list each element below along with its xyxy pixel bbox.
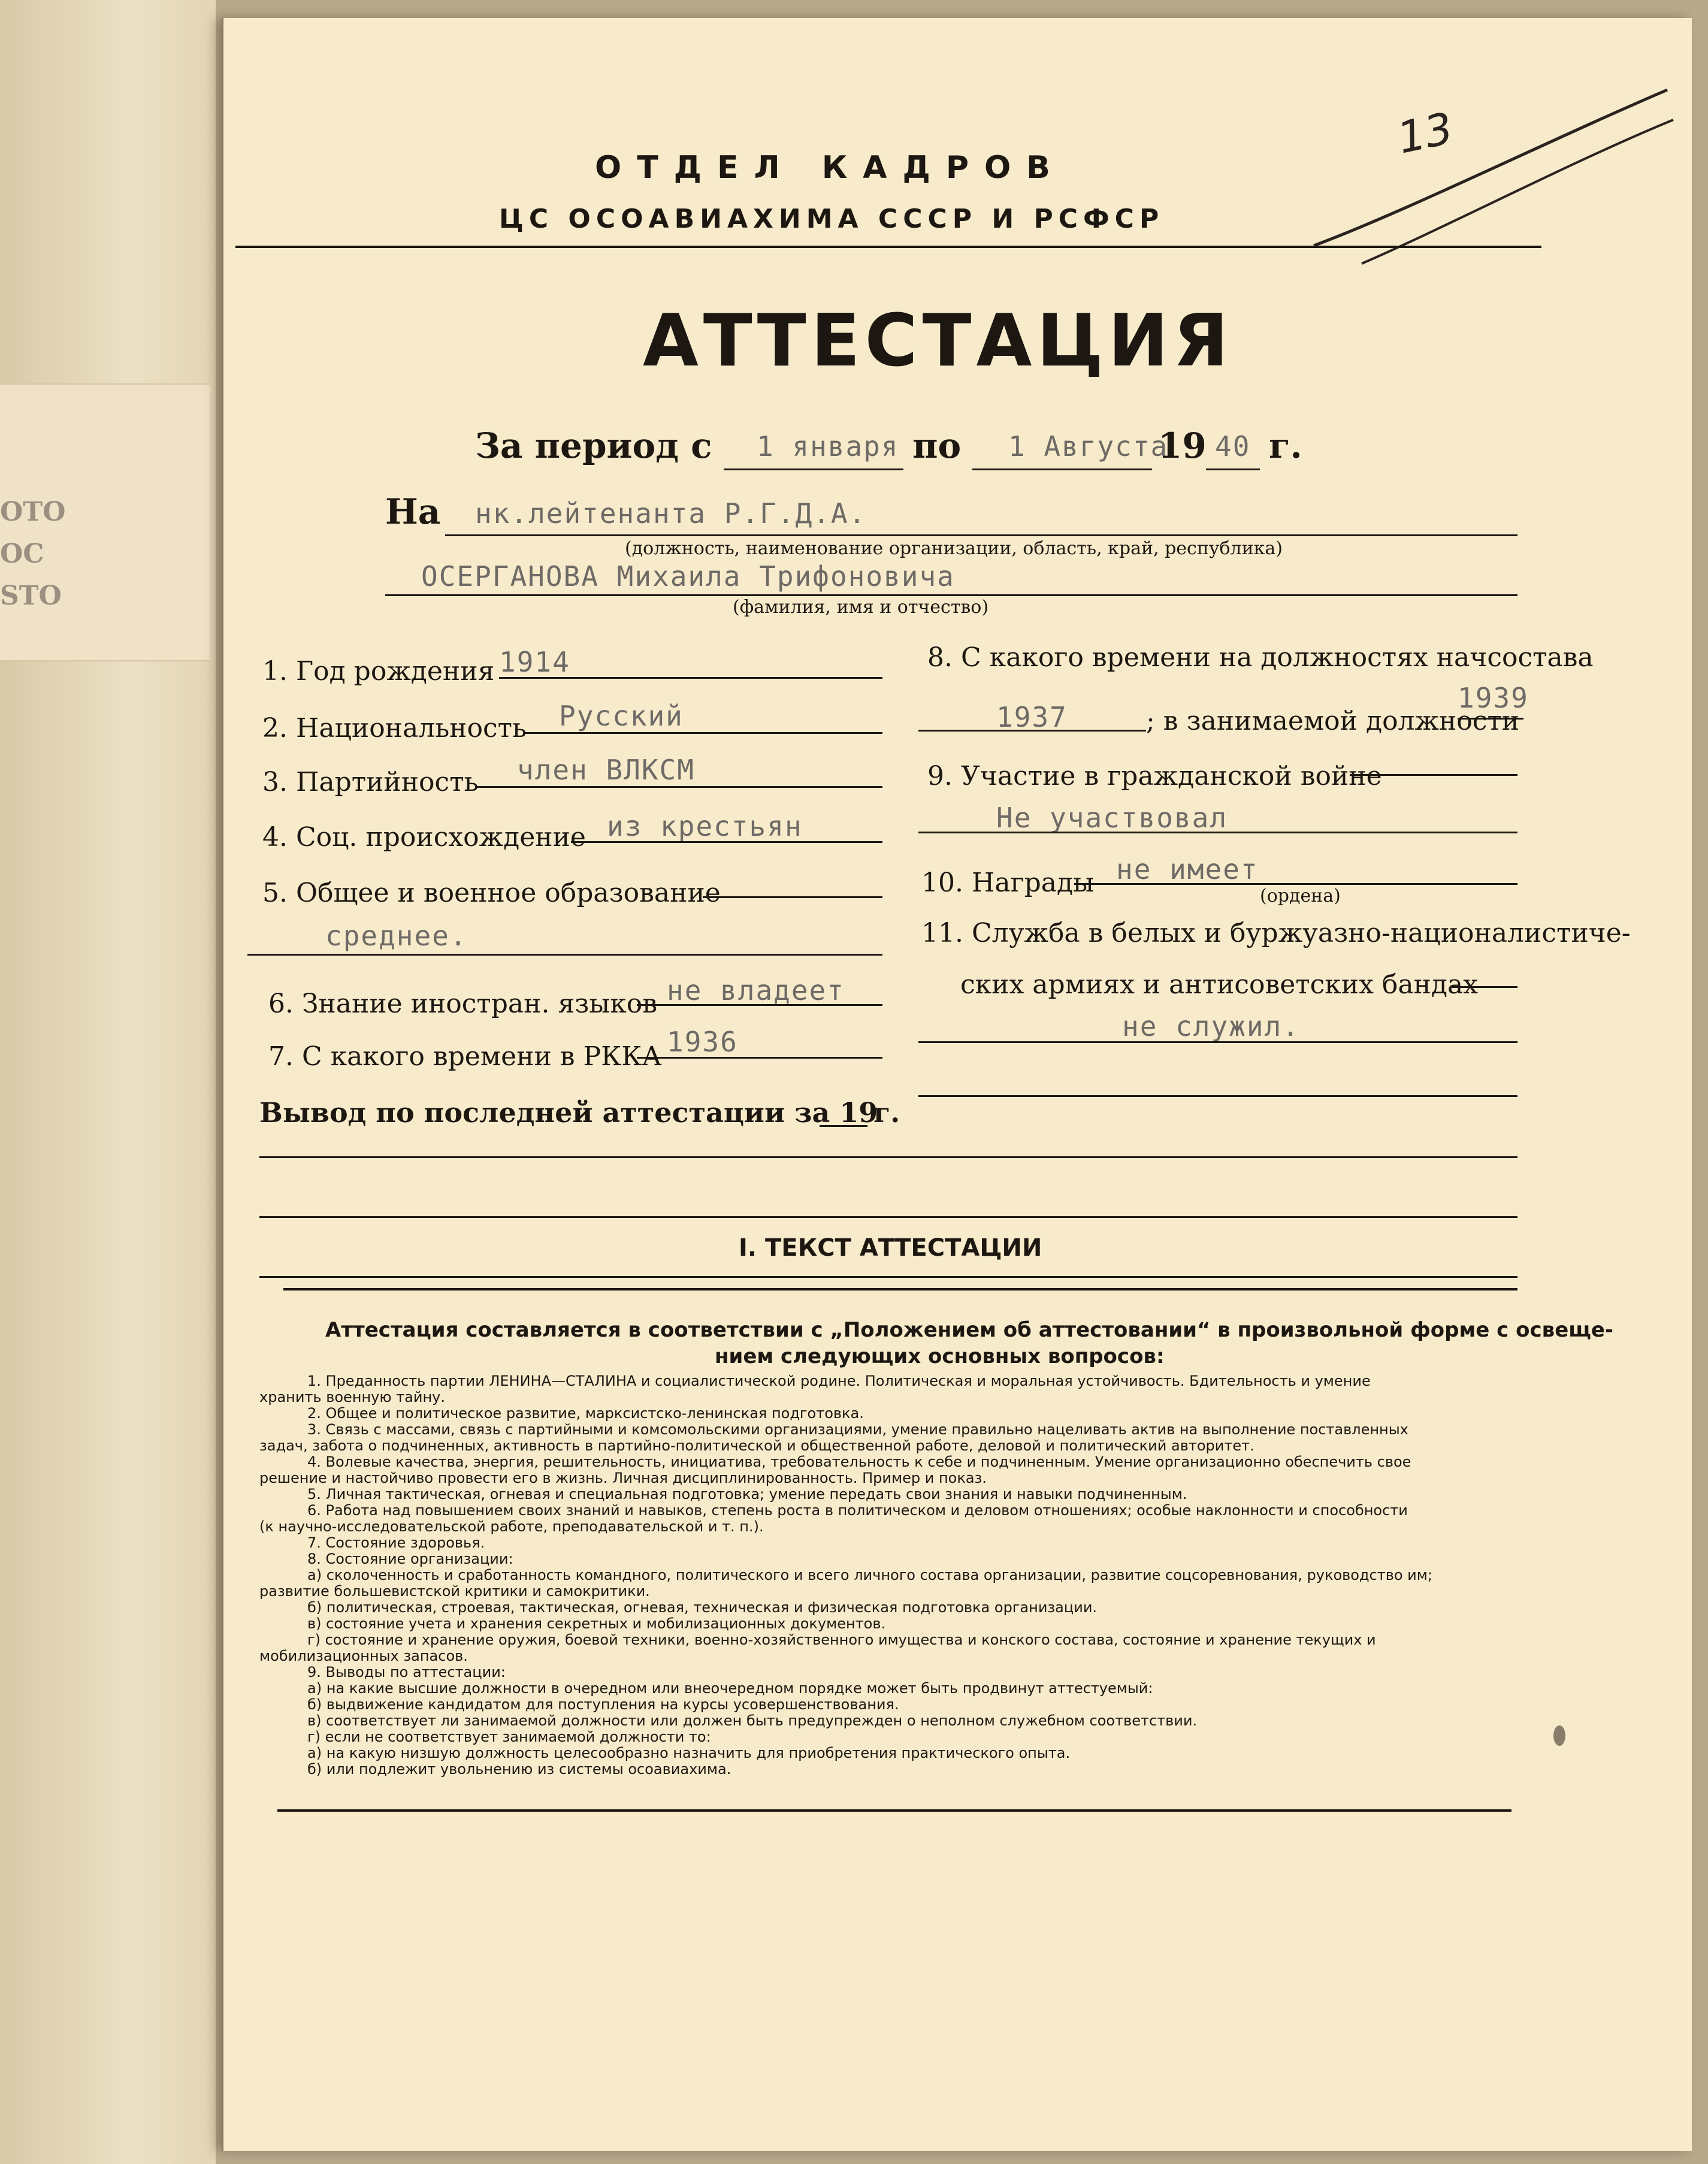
field-awards-value: не имеет — [1116, 853, 1259, 885]
instruction-item: 4. Волевые качества, энергия, решительность, инициатива, требовательность к себе и подчиненным. Умение организационно обеспечить свое — [307, 1453, 1411, 1470]
field-civil-war-line — [1350, 774, 1517, 776]
subject-position-caption: (должность, наименование организации, область, край, республика) — [625, 538, 1283, 559]
instruction-item: 1. Преданность партии ЛЕНИНА—СТАЛИНА и социалистической родине. Политическая и моральная устойчивость. Бдительность и умение — [307, 1373, 1371, 1389]
instructions-intro-line1: Аттестация составляется в соответствии с „Положением об аттестовании“ в произвольной форме с освеще- — [325, 1318, 1614, 1342]
field-party-line — [475, 786, 882, 788]
period-from-label: За период с — [475, 425, 712, 466]
field-education-line — [703, 896, 882, 898]
document-title: АТТЕСТАЦИЯ — [643, 300, 1234, 383]
field-nationality-label: 2. Национальность — [262, 713, 527, 744]
field-languages-value: не владеет — [667, 974, 845, 1007]
left-page-stamp — [0, 491, 66, 617]
field-awards-caption: (ордена) — [1260, 885, 1341, 906]
instruction-item: в) соответствует ли занимаемой должности или должен быть предупрежден о неполном служебном соответствии. — [307, 1712, 1198, 1729]
field-birth-year-label: 1. Год рождения — [262, 656, 495, 687]
instruction-item: мобилизационных запасов. — [259, 1648, 468, 1664]
field-command-since-label: 8. С какого времени на должностях начсостава — [927, 642, 1594, 673]
pen-strokes-icon — [1290, 66, 1685, 282]
field-social-origin-line — [571, 841, 882, 843]
conclusion-year-line — [820, 1125, 867, 1127]
instruction-item: а) на какую низшую должность целесообразно назначить для приобретения практического опыта. — [307, 1745, 1071, 1761]
instruction-item: решение и настойчиво провести его в жизнь. Личная дисциплинированность. Пример и показ. — [259, 1470, 987, 1486]
instruction-item: а) сколоченность и сработанность командного, политического и всего личного состава организации, развитие соцсоревнования, руководство им; — [307, 1567, 1432, 1583]
period-year-line — [1206, 469, 1260, 470]
period-year-value: 40 — [1215, 430, 1251, 463]
period-from-value: 1 января — [757, 430, 899, 463]
field-command-since-value: 1937 — [996, 701, 1068, 733]
field-rkka-value: 1936 — [667, 1026, 738, 1058]
department-header: ОТДЕЛ КАДРОВ — [595, 150, 1066, 186]
field-languages-line — [637, 1004, 882, 1006]
field-education-value: среднее. — [325, 920, 468, 952]
folio-number: 13 — [1393, 102, 1458, 164]
field-awards-line — [1074, 883, 1517, 885]
paper-mark — [1553, 1725, 1565, 1746]
period-year-prefix: 19 — [1158, 425, 1207, 466]
conclusion-year-suffix: г. — [873, 1096, 900, 1129]
field-nationality-line — [523, 732, 882, 734]
field-white-army-line — [1452, 986, 1517, 988]
instruction-item: 6. Работа над повышением своих знаний и навыков, степень роста в политическом и деловом отношениях; особые наклонности и способности — [307, 1502, 1408, 1519]
attestation-page — [222, 18, 1692, 2151]
field-white-army-line-2 — [918, 1041, 1517, 1043]
field-languages-label: 6. Знание иностран. языков — [268, 989, 657, 1019]
period-from-line — [724, 469, 903, 470]
instruction-item: а) на какие высшие должности в очередном или внеочередном порядке может быть продвинут аттестуемый: — [307, 1680, 1153, 1697]
instruction-item: 8. Состояние организации: — [307, 1551, 513, 1567]
instruction-item: б) политическая, строевая, тактическая, огневая, техническая и физическая подготовка организации. — [307, 1599, 1098, 1616]
field-command-since-line — [918, 730, 1146, 732]
field-social-origin-value: из крестьян — [607, 810, 803, 842]
conclusion-line-3 — [259, 1216, 1517, 1218]
subject-position-line — [445, 534, 1517, 536]
conclusion-line-1 — [918, 1095, 1517, 1097]
instruction-item: б) или подлежит увольнению из системы осоавиахима. — [307, 1761, 731, 1778]
instruction-item: 7. Состояние здоровья. — [307, 1534, 485, 1551]
field-white-army-label-2: ских армиях и антисоветских бандах — [960, 969, 1479, 1000]
field-nationality-value: Русский — [559, 700, 684, 732]
field-birth-year-value: 1914 — [499, 646, 570, 678]
field-rkka-label: 7. С какого времени в РККА — [268, 1041, 662, 1072]
instruction-item: хранить военную тайну. — [259, 1389, 446, 1406]
instruction-item: задач, забота о подчиненных, активность в партийно-политической и общественной работе, деловой и политический авторитет. — [259, 1437, 1254, 1454]
subject-name-line — [385, 594, 1517, 596]
period-to-label: по — [912, 425, 962, 466]
field-civil-war-label: 9. Участие в гражданской войне — [927, 761, 1382, 791]
period-to-value: 1 Августа — [1008, 430, 1169, 463]
conclusion-label: Вывод по последней аттестации за 19 — [259, 1096, 878, 1129]
field-civil-war-value: Не участвовал — [996, 802, 1228, 834]
field-current-position-value: 1939 — [1458, 682, 1529, 714]
field-rkka-line — [637, 1057, 882, 1059]
instructions-bottom-rule — [277, 1809, 1511, 1812]
conclusion-line-2 — [259, 1156, 1517, 1158]
field-white-army-label-1: 11. Служба в белых и буржуазно-националистиче- — [921, 918, 1631, 948]
subject-name-value: ОСЕРГАНОВА Михаила Трифоновича — [421, 560, 955, 593]
instruction-item: 9. Выводы по аттестации: — [307, 1664, 506, 1681]
instructions-intro-line2: нием следующих основных вопросов: — [715, 1344, 1165, 1368]
instruction-item: 2. Общее и политическое развитие, марксистско-ленинская подготовка. — [307, 1405, 864, 1422]
instruction-item: развитие большевистской критики и самокритики. — [259, 1583, 650, 1600]
field-birth-year-line — [499, 677, 882, 679]
instruction-item: 3. Связь с массами, связь с партийными и комсомольскими организациями, умение правильно нацеливать актив на выполнение поставленных — [307, 1421, 1408, 1438]
field-social-origin-label: 4. Соц. происхождение — [262, 822, 586, 853]
section-rule — [283, 1288, 1517, 1290]
subject-position-value: нк.лейтенанта Р.Г.Д.А. — [475, 497, 867, 530]
field-party-value: член ВЛКСМ — [517, 754, 695, 786]
instruction-item: (к научно-исследовательской работе, преподавательской и т. п.). — [259, 1518, 764, 1535]
field-current-position-label: ; в занимаемой должности — [1146, 706, 1520, 736]
header-rule — [235, 246, 1541, 248]
period-to-line — [972, 469, 1152, 470]
left-stamp-text: OTO OC STO — [0, 497, 66, 611]
instruction-item: г) состояние и хранение оружия, боевой техники, военно-хозяйственного имущества и конского состава, состояние и хранение текущих и — [307, 1631, 1376, 1648]
field-party-label: 3. Партийность — [262, 767, 479, 797]
subject-name-caption: (фамилия, имя и отчество) — [733, 597, 989, 618]
instruction-item: в) состояние учета и хранения секретных и мобилизационных документов. — [307, 1615, 886, 1632]
section-title: I. ТЕКСТ АТТЕСТАЦИИ — [739, 1234, 1042, 1262]
field-white-army-value: не служил. — [1122, 1010, 1300, 1042]
organization-header: ЦС ОСОАВИАХИМА СССР И РСФСР — [499, 204, 1165, 234]
field-education-line-2 — [247, 954, 882, 956]
field-awards-label: 10. Награды — [921, 868, 1095, 898]
instruction-item: 5. Личная тактическая, огневая и специальная подготовка; умение передать свои знания и навыки подчиненным. — [307, 1486, 1187, 1503]
subject-on-label: На — [385, 491, 441, 532]
field-education-label: 5. Общее и военное образование — [262, 878, 721, 908]
instruction-item: г) если не соответствует занимаемой должности то: — [307, 1728, 711, 1745]
field-current-position-line — [1458, 718, 1523, 720]
conclusion-line-4 — [259, 1276, 1517, 1278]
field-civil-war-line-2 — [918, 832, 1517, 833]
left-page — [0, 0, 216, 2164]
instruction-item: б) выдвижение кандидатом для поступления на курсы усовершенствования. — [307, 1696, 899, 1713]
period-year-suffix: г. — [1269, 425, 1302, 466]
instructions-list — [259, 1373, 1432, 1778]
